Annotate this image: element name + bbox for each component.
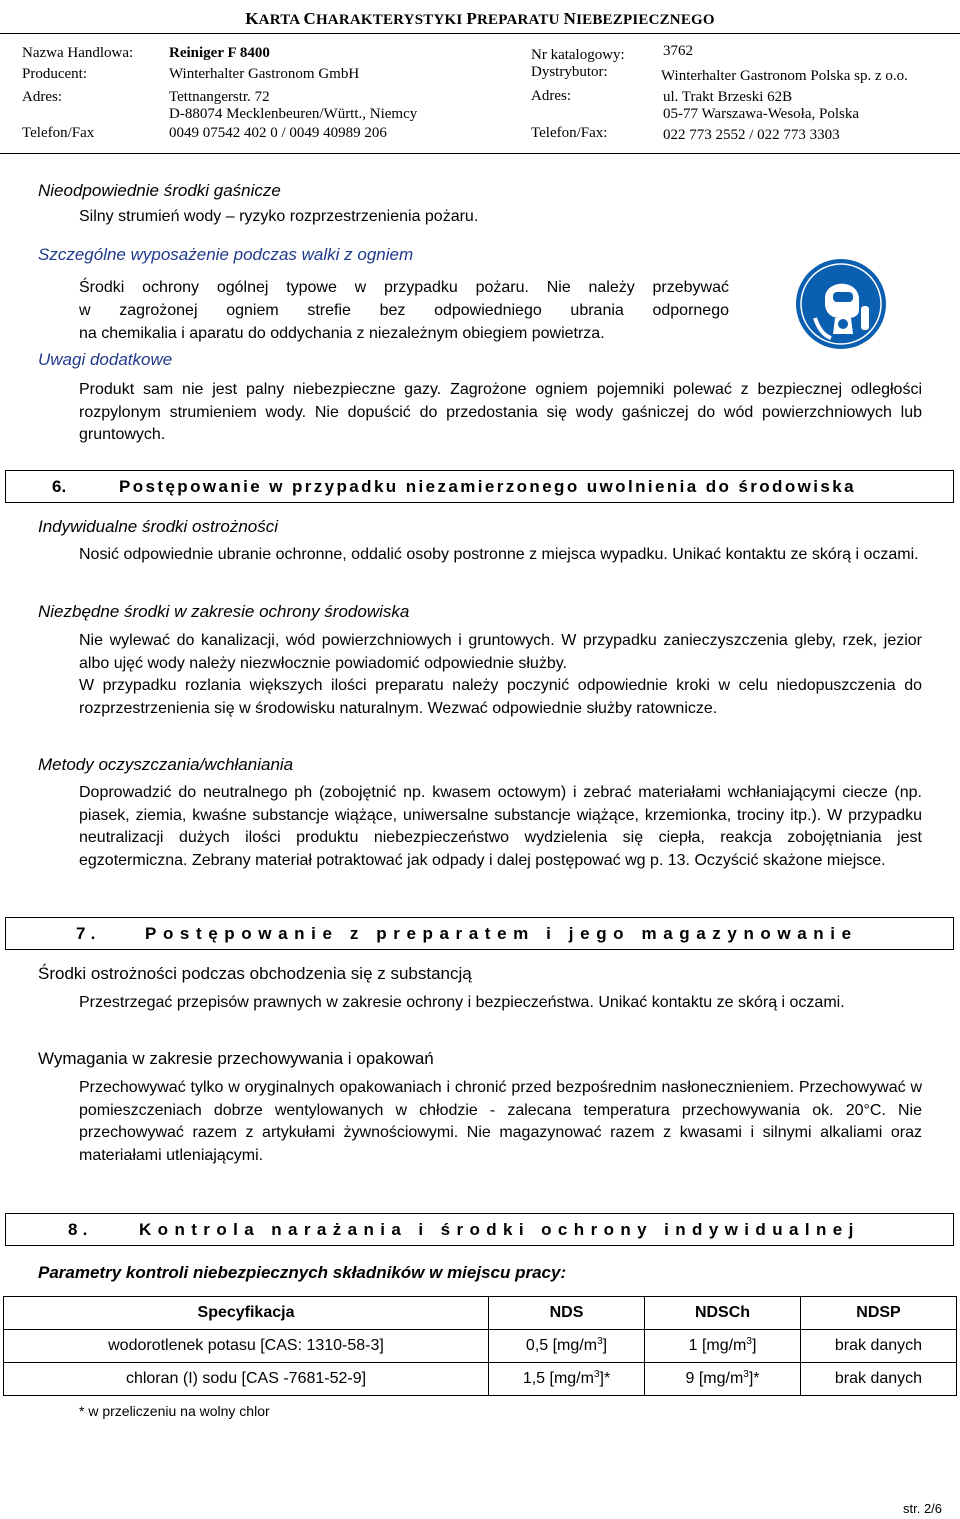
section-6-title: Postępowanie w przypadku niezamierzonego uwolnienia do środowiska [119, 477, 856, 496]
respirator-mandatory-icon [795, 258, 887, 350]
table-header-spec: Specyfikacja [4, 1297, 489, 1330]
cell-nds: 1,5 $[mg/m^3]*$ [489, 1363, 645, 1396]
text-storage-requirements: Przechowywać tylko w oryginalnych opakowaniach i chronić przed bezpośrednim nasłonecznieniem. Przechowywać w pomieszczeniach dobrze wentylowanych w chłodzie - zalecana temperatura przechowywania ok. 20°C. Nie przechowywać razem z artykułami żywnościowymi. Nie magazynować razem z kwasami i silnymi alkaliami oraz materiałami utleniającymi. [79, 1079, 922, 1164]
cell-ndsch: 1 $[mg/m^3]$ [645, 1330, 801, 1363]
label-producer: Producent: [22, 66, 87, 82]
page-number: str. 2/6 [903, 1501, 943, 1516]
header-rule-top [0, 33, 960, 34]
text-firefighting-equipment-line-2: w zagrożonej ogniem strefie bez odpowiedniego ubrania odpornego [79, 302, 729, 319]
heading-control-parameters: Parametry kontroli niebezpiecznych składników w miejscu pracy: [38, 1263, 567, 1282]
text-unsuitable-extinguishing: Silny strumień wody – ryzyko rozprzestrzenienia pożaru. [79, 208, 479, 225]
text-firefighting-equipment-line-1: Środki ochrony ogólnej typowe w przypadku pożaru. Nie należy przebywać [79, 279, 729, 296]
label-address: Adres: [22, 89, 62, 105]
heading-firefighting-equipment: Szczególne wyposażenie podczas walki z ogniem [38, 245, 414, 264]
cell-ndsp: brak danych [801, 1330, 957, 1363]
cell-spec: chloran (I) sodu [CAS -7681-52-9] [4, 1363, 489, 1396]
section-8-title: Kontrola narażania i środki ochrony indywidualnej [139, 1220, 860, 1239]
label-trade-name: Nazwa Handlowa: [22, 45, 134, 61]
heading-environmental-precautions: Niezbędne środki w zakresie ochrony środowiska [38, 602, 410, 621]
text-handling-precautions: Przestrzegać przepisów prawnych w zakresie ochrony i bezpieczeństwa. Unikać kontaktu ze skórą i oczami. [79, 994, 845, 1011]
value-phone-fax: 0049 07542 402 0 / 0049 40989 206 [169, 125, 387, 141]
cell-nds: 0,5 $[mg/m^3]$ [489, 1330, 645, 1363]
label-distributor-phone: Telefon/Fax: [531, 125, 608, 141]
section-6-number: 6. [52, 477, 67, 496]
value-catalog-number: 3762 [663, 43, 693, 59]
cell-ndsch: 9 $[mg/m^3]*$ [645, 1363, 801, 1396]
heading-personal-precautions: Indywidualne środki ostrożności [38, 517, 279, 536]
value-address-1: Tettnangerstr. 72 [169, 89, 270, 105]
heading-additional-remarks: Uwagi dodatkowe [38, 350, 173, 369]
table-header-nds: NDS [489, 1297, 645, 1330]
table-row [4, 1330, 957, 1363]
value-address-2: D-88074 Mecklenbeuren/Württ., Niemcy [169, 106, 418, 122]
document-title: KARTA CHARAKTERYSTYKI PREPARATU NIEBEZPIECZNEGO [245, 9, 715, 28]
table-footnote: * w przeliczeniu na wolny chlor [79, 1403, 270, 1419]
heading-unsuitable-extinguishing: Nieodpowiednie środki gaśnicze [38, 181, 281, 200]
text-additional-remarks: Produkt sam nie jest palny niebezpieczne gazy. Zagrożone ogniem pojemniki polewać z bezpiecznej odległości rozpylonym strumieniem wody. Nie dopuścić do przedostania się wody gaśniczej do wód powierzchniowych lub gruntowych. [79, 381, 922, 443]
value-distributor-phone: 022 773 2552 / 022 773 3303 [663, 127, 840, 143]
heading-handling-precautions: Środki ostrożności podczas obchodzenia się z substancją [38, 964, 472, 983]
value-trade-name: Reiniger F 8400 [169, 45, 270, 61]
label-distributor-address: Adres: [531, 88, 571, 104]
value-distributor: Winterhalter Gastronom Polska sp. z o.o. [661, 68, 908, 84]
value-distributor-address-2: 05-77 Warszawa-Wesoła, Polska [663, 106, 860, 122]
label-phone-fax: Telefon/Fax [22, 125, 95, 141]
value-distributor-address-1: ul. Trakt Brzeski 62B [663, 89, 793, 105]
table-row [4, 1363, 957, 1396]
heading-cleanup-methods: Metody oczyszczania/wchłaniania [38, 755, 294, 774]
label-catalog-number: Nr katalogowy: [531, 47, 625, 63]
table-header-ndsp: NDSP [801, 1297, 957, 1330]
section-7-number: 7. [76, 924, 101, 943]
text-environmental-precautions-1: Nie wylewać do kanalizacji, wód powierzchniowych i gruntowych. W przypadku zanieczyszczenia gleby, rzek, jezior albo ujęć wody należy niezwłocznie powiadomić odpowiednie służby. [79, 632, 922, 672]
heading-storage-requirements: Wymagania w zakresie przechowywania i opakowań [38, 1049, 434, 1068]
label-distributor: Dystrybutor: [531, 64, 608, 80]
text-personal-precautions: Nosić odpowiednie ubranie ochronne, oddalić osoby postronne z miejsca wypadku. Unikać kontaktu ze skórą i oczami. [79, 546, 919, 563]
table-header-row [4, 1297, 957, 1330]
text-cleanup-methods: Doprowadzić do neutralnego ph (zobojętnić np. kwasem octowym) i zebrać materiałami wchłaniającymi ciecze (np. piasek, ziemia, kwaśne substancje wiążące, uniwersalne substancje wiążące, krzemionka, trociny itp.). W przypadku neutralizacji dużych ilości produktu niebezpieczeństwo wydzielenia się ciepła, reakcja zobojętniania jest egzotermiczna. Zebrany materiał potraktować jak odpady i dalej postępować wg p. 13. Oczyścić skażone miejsce. [79, 784, 922, 869]
section-7-title: Postępowanie z preparatem i jego magazynowanie [145, 924, 858, 943]
text-environmental-precautions-2: W przypadku rozlania większych ilości preparatu należy poczynić odpowiednie kroki w celu niedopuszczenia do rozprzestrzenienia się w środowisku naturalnym. Wezwać odpowiednie służby ratownicze. [79, 677, 922, 717]
value-producer: Winterhalter Gastronom GmbH [169, 66, 360, 82]
exposure-limits-table [3, 1296, 957, 1396]
header-rule-bottom [0, 153, 960, 154]
cell-ndsp: brak danych [801, 1363, 957, 1396]
text-firefighting-equipment-line-3: na chemikalia i aparatu do oddychania z niezależnym obiegiem powietrza. [79, 325, 605, 342]
cell-spec: wodorotlenek potasu [CAS: 1310-58-3] [4, 1330, 489, 1363]
section-8-number: 8. [68, 1220, 93, 1239]
table-header-ndsch: NDSCh [645, 1297, 801, 1330]
